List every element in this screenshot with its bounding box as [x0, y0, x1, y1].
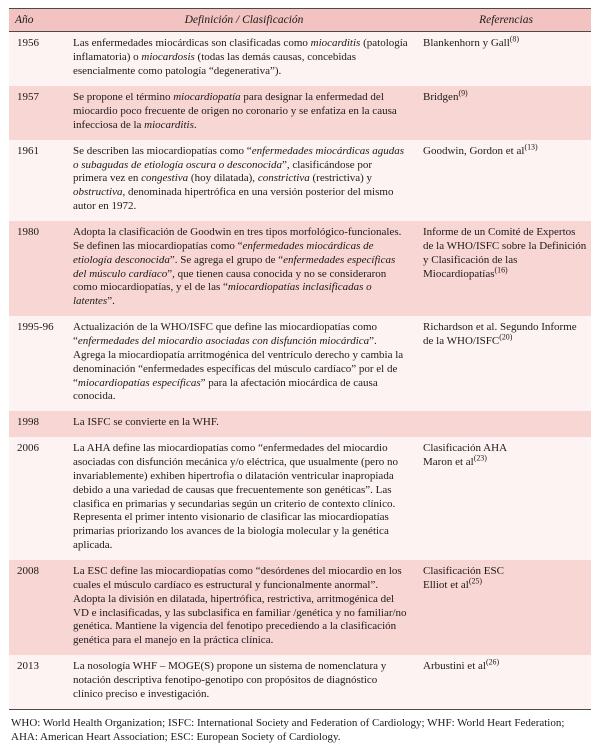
year-cell: 2006	[17, 442, 39, 455]
references-cell	[421, 411, 591, 437]
table-row	[9, 140, 591, 221]
definition-cell: La ESC define las miocardiopatías como “desórdenes del miocardio en los cuales el músculo cardíaco es estructural y funcionalmente anormal”. Adopta la división en dilatada, hipertrófica, restrictiva, arritmogénica del VD e inclasificadas, y las subclasifica en familiar /genética y no familiar/no genética. Mantiene la vigencia del fenotipo precediendo a la clasificación genética para el manejo en la práctica clínica.	[73, 564, 407, 647]
classification-history-table	[9, 8, 591, 710]
table-row	[9, 655, 591, 709]
references-cell: Richardson et al. Segundo Informe de la WHO/ISFC$^{(20)}$	[423, 321, 577, 347]
definition-cell: La AHA define las miocardiopatías como “enfermedades del miocardio asociadas con disfunción mecánica y/o eléctrica, que usualmente (pero no invariablemente) exhiben hipertrofia o dilatación ventricular inapropiada debido a una variedad de causas que frecuentemente son genéticas”. Las clasifica en primarias y secundarias según un criterio de contexto clínico. Representa el primer intento visionario de clasificar las miocardiopatías primarias priorizando los avances de la biología molecular y la genética aplicada.	[73, 442, 398, 552]
col-header-year: Año	[15, 14, 34, 26]
year-cell: 1998	[17, 416, 39, 429]
col-header-definition: Definición / Clasificación	[184, 14, 304, 26]
table-row	[9, 221, 591, 316]
abbreviations-footnote: WHO: World Health Organization; ISFC: International Society and Federation of Cardiology; WHF: World Heart Federation; AHA: American Heart Association; ESC: European Society of Cardiology.	[11, 716, 565, 744]
definition-cell: Las enfermedades miocárdicas son clasificadas como miocarditis (patología inflamatoria) o miocardosis (todas las demás causas, concebidas esencialmente como patología “degenerativa”).	[73, 37, 408, 78]
year-cell: 1980	[17, 225, 39, 238]
col-header-references: Referencias	[479, 14, 533, 26]
year-cell: 1956	[17, 37, 39, 50]
references-cell: Clasificación ESC Elliot et $al^{(25)}$	[423, 564, 504, 591]
table-row	[9, 32, 591, 86]
table-row	[9, 316, 591, 411]
table-row	[9, 560, 591, 655]
definition-cell: La ISFC se convierte en la WHF.	[73, 416, 219, 429]
references-cell: Clasificación AHA Maron et $al^{(23)}$	[423, 442, 508, 468]
definition-cell: Se propone el término miocardiopatía para designar la enfermedad del miocardio poco frecuente de origen no coronario y se enfatiza en la causa infecciosa de la miocarditis.	[73, 91, 397, 131]
table-row	[9, 411, 591, 437]
references-cell: Informe de un Comité de Expertos de la WHO/ISFC sobre la Definición y Clasificación de las Miocardiopatías$^{(16)}$	[423, 225, 587, 280]
table-row	[9, 86, 591, 140]
definition-cell: Actualización de la WHO/ISFC que define las miocardiopatías como “enfermedades del miocardio asociadas con disfunción miocárdica”. Agrega la miocardiopatía arritmogénica del ventrículo derecho y cambia la denominación “enfermedades específicas del músculo cardíaco” por el de “miocardiopatías específicas” para la afectación miocárdica de causa conocida.	[73, 321, 404, 403]
year-cell: 1961	[17, 144, 39, 157]
year-cell: 2008	[17, 564, 39, 577]
definition-cell: Adopta la clasificación de Goodwin en tres tipos morfológico-funcionales. Se definen las miocardiopatías como “enfermedades miocárdicas de etiología desconocida”. Se agrega el grupo de “enfermedades específicas del músculo cardíaco”, que tienen causa conocida y no se consideraron como miocardiopatías, y el de las “miocardiopatías inclasificadas o latentes”.	[73, 225, 402, 308]
definition-cell: La nosología WHF – MOGE(S) propone un sistema de nomenclatura y notación descriptiva fenotipo-genotipo con propósitos de diagnóstico clínico preciso e investigación.	[73, 660, 387, 700]
references-cell: Bridgen$^{(9)}$	[423, 88, 468, 104]
references-cell: Blankenhorn y Gall$^{(8)}$	[423, 34, 519, 50]
year-cell: 1995-96	[17, 321, 54, 334]
table-row	[9, 437, 591, 560]
references-cell: Goodwin, Gordon et $al^{(13)}$	[423, 141, 538, 157]
table-header-row	[9, 9, 591, 32]
year-cell: 2013	[17, 660, 39, 673]
year-cell: 1957	[17, 91, 39, 104]
references-cell: Arbustini et $al^{(26)}$	[423, 657, 500, 673]
definition-cell: Se describen las miocardiopatías como “enfermedades miocárdicas agudas o subagudas de etiología oscura o desconocida”, clasificándose por primera vez en congestiva (hoy dilatada), constrictiva (restrictiva) y obstructiva, denominada hipertrófica en una versión posterior del mismo autor en 1972.	[73, 144, 405, 213]
